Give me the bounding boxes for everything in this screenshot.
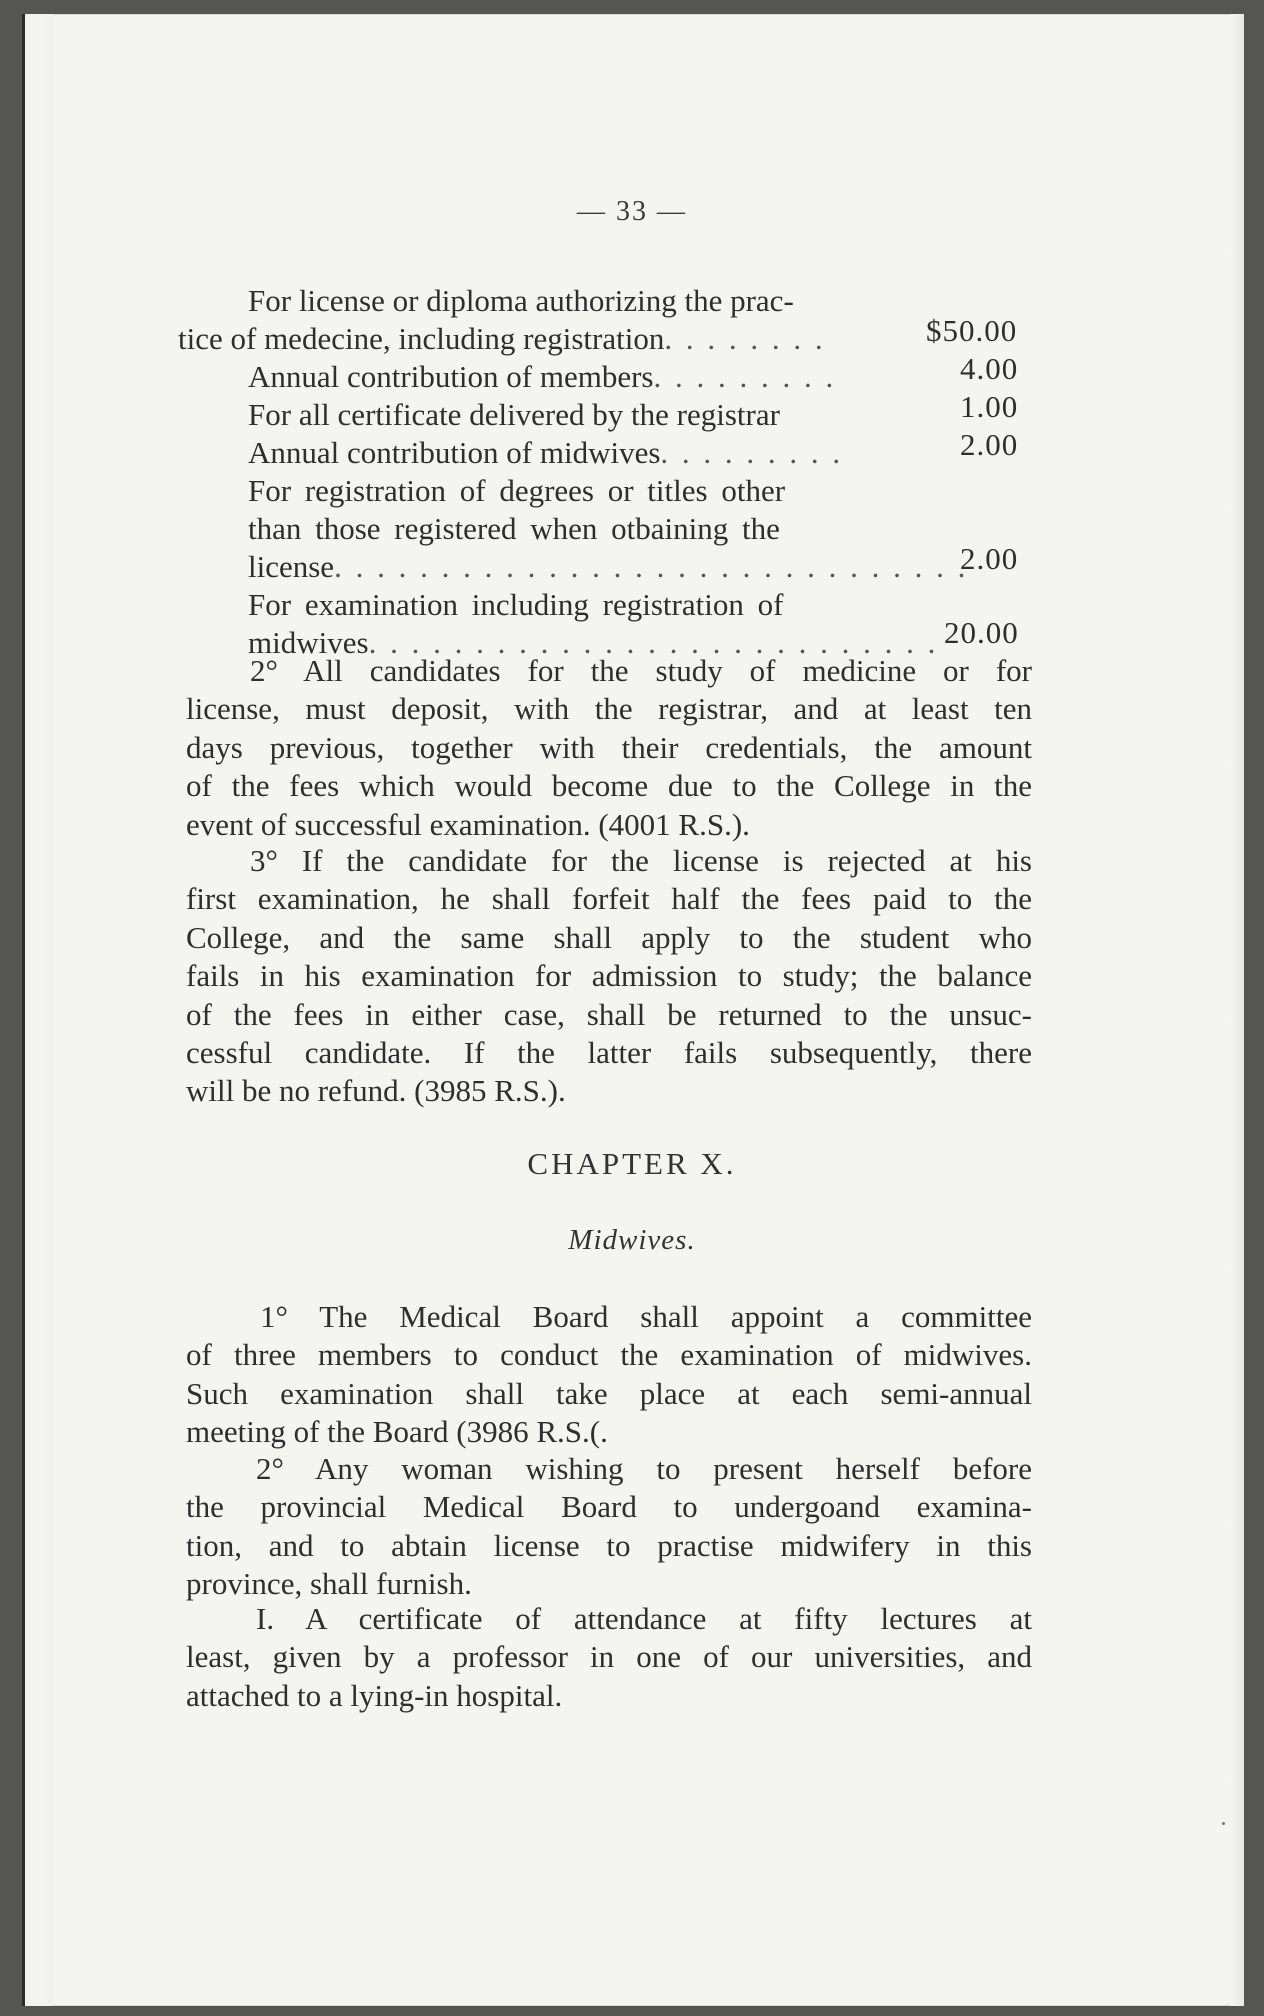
page-number: — 33 — xyxy=(577,196,687,227)
fee-4-line-1 xyxy=(248,434,843,472)
paper-speck xyxy=(1222,1822,1225,1825)
leader-dots: . . . . . . . . xyxy=(664,321,826,356)
para-line: 2° Any woman wishing to present herself before xyxy=(256,1451,1032,1486)
fee-5-line-3 xyxy=(248,548,968,586)
leader-dots: . . . . . . . . . xyxy=(660,435,844,470)
chapter-title: CHAPTER X. xyxy=(527,1146,737,1181)
para-line: attached to a lying-in hospital. xyxy=(186,1677,563,1713)
fee-1-amount: $50.00 xyxy=(926,313,1018,348)
chapter-paragraph-1 xyxy=(186,1298,1032,1452)
fee-4-amount: 2.00 xyxy=(960,427,1019,462)
fee-1-line-2-text: tice of medecine, including registration xyxy=(178,321,665,356)
fee-3-line-1: For all certificate delivered by the registrar xyxy=(248,397,780,432)
fee-1-line-2 xyxy=(178,320,826,358)
para-line: tion, and to abtain license to practise midwifery in this xyxy=(186,1527,1032,1563)
fee-2-amount: 4.00 xyxy=(960,351,1019,386)
page-right-edge xyxy=(1230,14,1244,2006)
para-line: I. A certificate of attendance at fifty lectures at xyxy=(256,1601,1032,1636)
para-line: fails in his examination for admission to study; the balance xyxy=(186,958,1032,994)
para-line: 3° If the candidate for the license is rejected at his xyxy=(250,843,1032,878)
chapter-paragraph-2 xyxy=(186,1450,1032,1604)
paragraph-3-rejection xyxy=(186,842,1032,1111)
leader-dots: . . . . . . . . . . . . . . . . . . . . . . . . . . . . . . xyxy=(334,549,969,584)
chapter-paragraph-3 xyxy=(186,1600,1032,1715)
fee-4-label: Annual contribution of midwives xyxy=(248,435,661,470)
fee-2-label: Annual contribution of members xyxy=(248,359,654,394)
para-line: College, and the same shall apply to the student who xyxy=(186,919,1032,955)
para-line: of three members to conduct the examination of midwives. xyxy=(186,1337,1032,1373)
fee-2-line-1 xyxy=(248,358,836,396)
fee-5-line-2: than those registered when otbaining the xyxy=(248,511,780,546)
para-line: days previous, together with their credentials, the amount xyxy=(186,729,1032,765)
paragraph-2-deposit xyxy=(186,652,1032,844)
para-line: will be no refund. (3985 R.S.). xyxy=(186,1073,566,1109)
para-line: license, must deposit, with the registrar, and at least ten xyxy=(186,691,1032,727)
fee-6-label-end: midwives xyxy=(248,625,369,660)
fee-3-amount: 1.00 xyxy=(960,389,1019,424)
para-line: 1° The Medical Board shall appoint a committee xyxy=(260,1299,1032,1334)
fee-6-amount: 20.00 xyxy=(944,615,1019,650)
para-line: of the fees which would become due to the College in the xyxy=(186,768,1032,804)
leader-dots: . . . . . . . . . xyxy=(653,359,837,394)
para-line: event of successful examination. (4001 R.S.). xyxy=(186,806,750,842)
fee-1-line-1: For license or diploma authorizing the prac- xyxy=(248,283,794,318)
para-line: Such examination shall take place at each semi-annual xyxy=(186,1375,1032,1411)
fee-6-line-1: For examination including registration of xyxy=(248,587,784,622)
fee-5-line-1: For registration of degrees or titles other xyxy=(248,473,786,508)
para-line: least, given by a professor in one of our universities, and xyxy=(186,1639,1032,1675)
para-line: 2° All candidates for the study of medicine or for xyxy=(250,653,1032,688)
para-line: of the fees in either case, shall be returned to the unsuc- xyxy=(186,996,1032,1032)
para-line: province, shall furnish. xyxy=(186,1566,472,1602)
para-line: the provincial Medical Board to undergoand examina- xyxy=(186,1489,1032,1525)
para-line: cessful candidate. If the latter fails subsequently, there xyxy=(186,1035,1032,1071)
fee-5-label-end: license xyxy=(248,549,335,584)
leader-dots: . . . . . . . . . . . . . . . . . . . . . . . . . . . xyxy=(368,625,939,660)
para-line: first examination, he shall forfeit half the fees paid to the xyxy=(186,881,1032,917)
section-title: Midwives. xyxy=(568,1224,696,1256)
para-line: meeting of the Board (3986 R.S.(. xyxy=(186,1414,608,1450)
fee-5-amount: 2.00 xyxy=(960,541,1019,576)
page-binding-edge xyxy=(22,14,53,2006)
